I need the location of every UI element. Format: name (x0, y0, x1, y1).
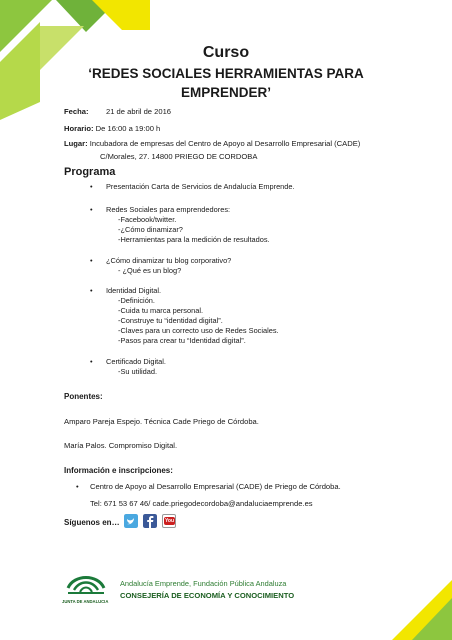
lugar-value: Incubadora de empresas del Centro de Apoyo al Desarrollo Empresarial (CADE) (89, 139, 361, 148)
programa-subitem: -Pasos para crear tu “Identidad digital”. (118, 336, 246, 345)
lugar-row (64, 139, 360, 148)
bullet: • (76, 482, 79, 491)
siguenos-label: Síguenos en… (64, 518, 120, 527)
bullet: • (90, 256, 93, 265)
programa-subitem: -Su utilidad. (118, 367, 158, 376)
programa-subitem: -Claves para un correcto uso de Redes Sociales. (118, 326, 279, 335)
info-item-label: Centro de Apoyo al Desarrollo Empresarial (CADE) de Priego de Córdoba. (90, 482, 341, 491)
logo-text: JUNTA DE ANDALUCIA (62, 599, 109, 604)
course-subtitle-line2: EMPRENDER’ (180, 85, 271, 100)
programa-subitem: -¿Cómo dinamizar? (118, 225, 183, 234)
ponente-1: Amparo Pareja Espejo. Técnica Cade Priego de Córdoba. (64, 417, 259, 426)
decorative-corner-triangles-bottom (372, 580, 452, 640)
programa-item-label: Presentación Carta de Servicios de Andalucía Emprende. (106, 182, 295, 191)
consejeria-name: CONSEJERÍA DE ECONOMÍA Y CONOCIMIENTO (120, 591, 295, 600)
programa-item-label: Redes Sociales para emprendedores: (106, 205, 231, 214)
horario-label: Horario: (64, 124, 94, 133)
programa-heading: Programa (64, 166, 116, 178)
bullet: • (90, 286, 93, 295)
programa-subitem: - ¿Qué es un blog? (118, 266, 182, 275)
programa-subitem: -Cuida tu marca personal. (118, 306, 204, 315)
twitter-icon[interactable] (124, 514, 138, 528)
org-name: Andalucía Emprende, Fundación Pública Andaluza (120, 579, 287, 588)
fecha-label: Fecha: (64, 107, 89, 116)
youtube-icon[interactable] (162, 514, 176, 528)
course-subtitle-line1: ‘REDES SOCIALES HERRAMIENTAS PARA (88, 66, 364, 81)
horario-row (64, 124, 160, 133)
programa-item-label: ¿Cómo dinamizar tu blog corporativo? (106, 256, 232, 265)
programa-subitem: -Definición. (118, 296, 155, 305)
facebook-icon[interactable] (143, 514, 157, 528)
info-heading: Información e inscripciones: (64, 466, 173, 475)
fecha-value: 21 de abril de 2016 (106, 107, 172, 116)
fecha-row (64, 107, 172, 116)
course-title: Curso (202, 44, 250, 61)
bullet: • (90, 205, 93, 214)
bullet: • (90, 357, 93, 366)
youtube-label: You (164, 518, 175, 524)
contact-info: Tel: 671 53 67 46/ cade.priegodecordoba@andaluciaemprende.es (90, 499, 313, 508)
ponente-2: María Palos. Compromiso Digital. (64, 441, 178, 450)
programa-item-label: Identidad Digital. (106, 286, 162, 295)
ponentes-heading: Ponentes: (64, 392, 103, 401)
horario-value: De 16:00 a 19:00 h (95, 124, 161, 133)
lugar-address: C/Morales, 27. 14800 PRIEGO DE CORDOBA (100, 152, 258, 161)
programa-item-label: Certificado Digital. (106, 357, 166, 366)
bullet: • (90, 182, 93, 191)
programa-subitem: -Facebook/twitter. (118, 215, 177, 224)
lugar-label: Lugar: (64, 139, 88, 148)
programa-subitem: -Herramientas para la medición de resultados. (118, 235, 270, 244)
programa-subitem: -Construye tu “identidad digital”. (118, 316, 223, 325)
